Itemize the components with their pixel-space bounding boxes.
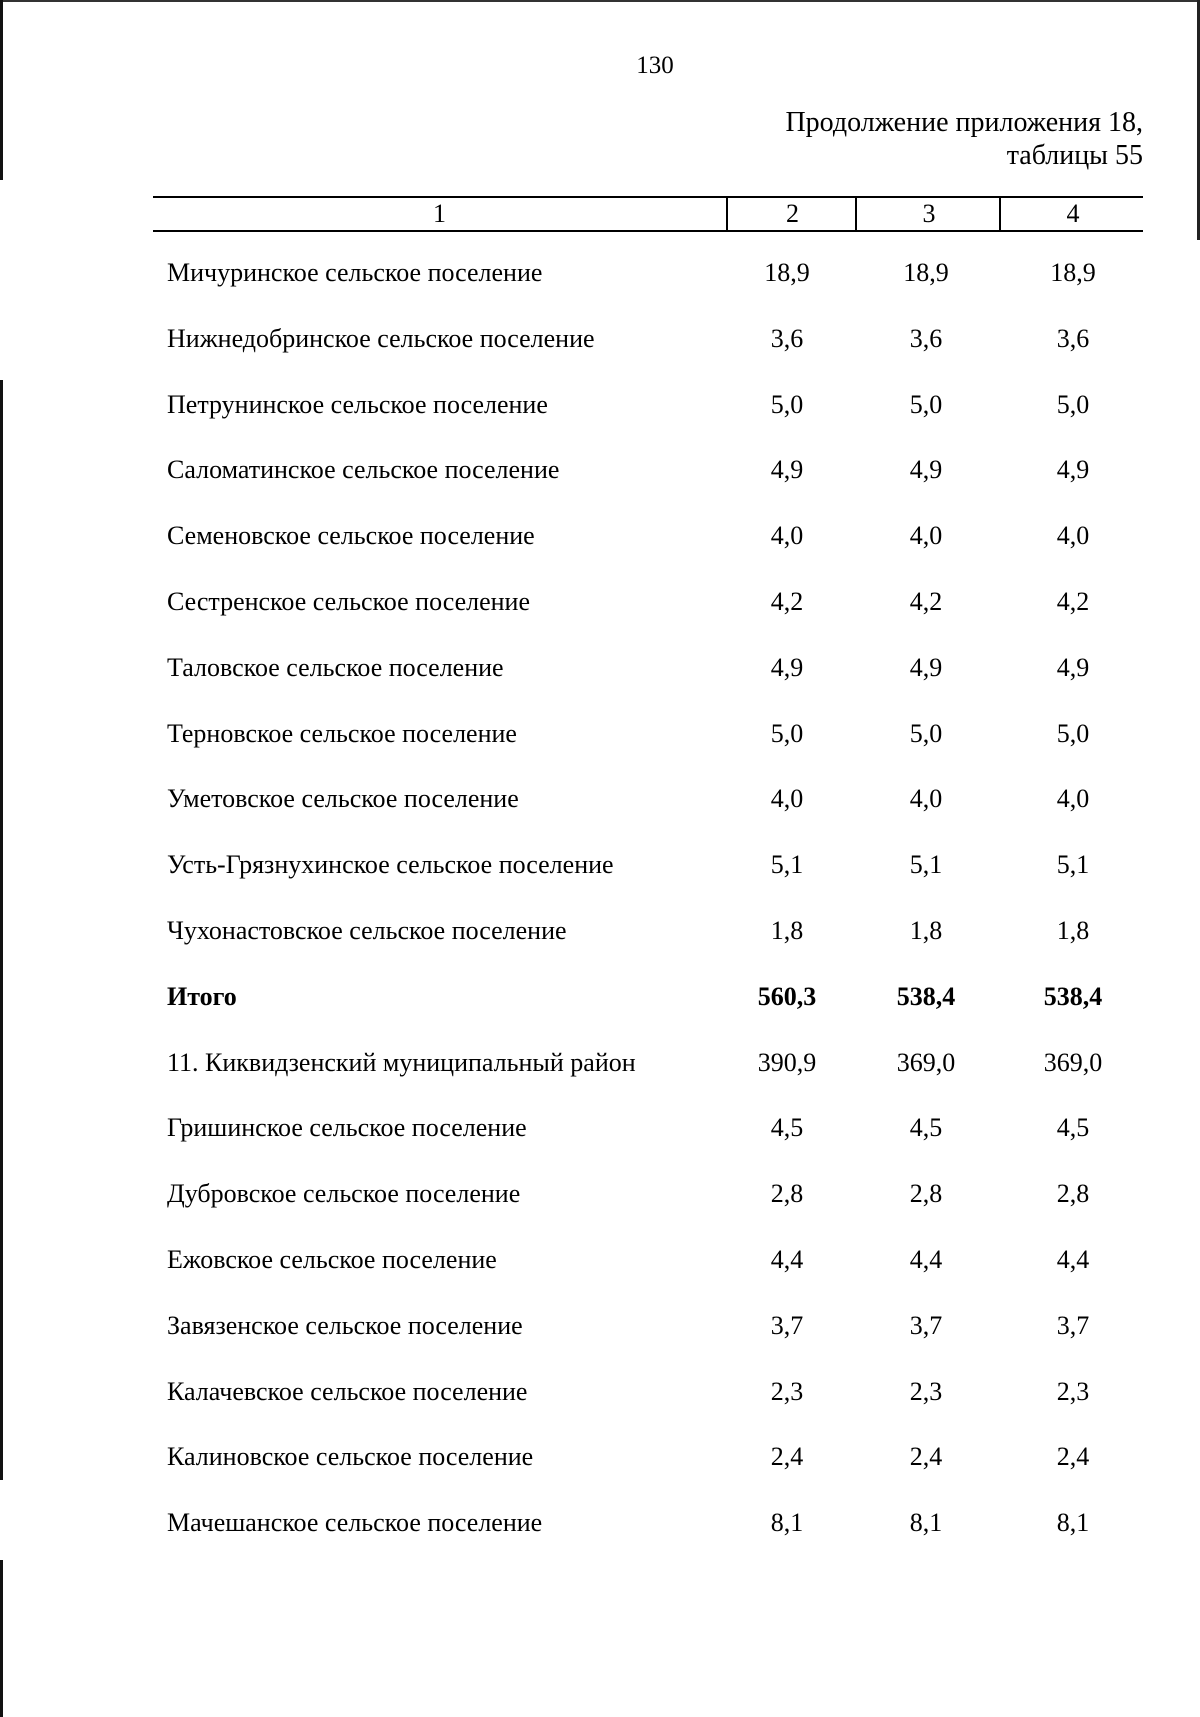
row-name: Калиновское сельское поселение: [167, 1442, 534, 1472]
row-value-col-3: 369,0: [896, 1047, 956, 1077]
row-value-col-4: 18,9: [1050, 258, 1096, 287]
row-name: Завязенское сельское поселение: [167, 1310, 523, 1340]
row-value-col-4: 3,6: [1056, 323, 1090, 353]
row-name: Дубровское сельское поселение: [167, 1179, 521, 1209]
row-value-col-3: 5,0: [909, 718, 943, 748]
table-row: [0, 845, 1200, 911]
table-row: [0, 1043, 1200, 1109]
row-value-col-4: 2,4: [1056, 1442, 1090, 1472]
row-value-col-2: 4,5: [770, 1113, 804, 1143]
row-value-col-2: 4,9: [770, 455, 804, 485]
row-value-col-2: 560,3: [757, 981, 817, 1011]
row-value-col-2: 5,0: [770, 718, 804, 748]
row-value-col-3: 4,0: [909, 784, 943, 814]
row-value-col-4: 8,1: [1056, 1508, 1090, 1538]
row-value-col-2: 1,8: [770, 915, 804, 945]
row-value-col-2: 18,9: [764, 258, 810, 287]
row-value-col-3: 18,9: [903, 258, 949, 287]
row-name: Семеновское сельское поселение: [167, 521, 535, 551]
row-value-col-3: 3,7: [909, 1310, 943, 1340]
row-value-col-4: 4,9: [1056, 652, 1090, 682]
row-value-col-4: 5,1: [1056, 850, 1090, 880]
table-row: [0, 319, 1200, 385]
row-value-col-3: 4,9: [909, 455, 943, 485]
table-body: [0, 253, 1200, 1569]
row-value-col-2: 4,2: [770, 586, 804, 616]
table-row: [0, 779, 1200, 845]
table-row: [0, 582, 1200, 648]
table-row: [0, 385, 1200, 451]
row-name: Уметовское сельское поселение: [167, 784, 519, 814]
row-value-col-4: 4,0: [1056, 784, 1090, 814]
row-name: Гришинское сельское поселение: [167, 1113, 527, 1143]
row-name: Ежовское сельское поселение: [167, 1244, 497, 1274]
table-caption: [785, 106, 1143, 172]
row-name: Таловское сельское поселение: [167, 652, 504, 682]
row-name: Сестренское сельское поселение: [167, 586, 531, 616]
row-value-col-3: 4,5: [909, 1113, 943, 1143]
row-value-col-2: 4,9: [770, 652, 804, 682]
row-value-col-2: 5,1: [770, 850, 804, 880]
row-value-col-3: 2,3: [909, 1376, 943, 1406]
row-value-col-2: 390,9: [757, 1047, 817, 1077]
row-value-col-3: 4,0: [909, 521, 943, 551]
row-name: Итого: [167, 981, 237, 1011]
row-name: Нижнедобринское сельское поселение: [167, 323, 595, 353]
row-value-col-2: 2,4: [770, 1442, 804, 1472]
row-name: Усть-Грязнухинское сельское поселение: [167, 850, 614, 880]
row-value-col-2: 8,1: [770, 1508, 804, 1538]
header-col-1: 1: [433, 199, 446, 228]
table-row: [0, 450, 1200, 516]
scan-edge-left-lower: [0, 1560, 3, 1717]
row-value-col-2: 3,6: [770, 323, 804, 353]
row-value-col-4: 1,8: [1056, 915, 1090, 945]
row-value-col-4: 4,9: [1056, 455, 1090, 485]
row-value-col-4: 5,0: [1056, 718, 1090, 748]
row-value-col-4: 3,7: [1056, 1310, 1090, 1340]
row-value-col-2: 4,4: [770, 1244, 804, 1274]
header-col-4: 4: [999, 198, 1145, 230]
table-row: [0, 1240, 1200, 1306]
row-value-col-2: 3,7: [770, 1310, 804, 1340]
row-value-col-4: 2,3: [1056, 1376, 1090, 1406]
row-name: 11. Киквидзенский муниципальный район: [167, 1047, 636, 1077]
row-value-col-3: 5,0: [909, 389, 943, 419]
row-name: Петрунинское сельское поселение: [167, 389, 548, 419]
row-value-col-3: 5,1: [909, 850, 943, 880]
row-value-col-4: 538,4: [1043, 981, 1103, 1011]
row-value-col-3: 1,8: [909, 915, 943, 945]
row-value-col-4: 2,8: [1056, 1179, 1090, 1209]
table-row: [0, 911, 1200, 977]
row-value-col-4: 369,0: [1043, 1047, 1103, 1077]
caption-line-1: Продолжение приложения 18,: [785, 107, 1143, 138]
row-value-col-4: 4,5: [1056, 1113, 1090, 1143]
table-row: [0, 1306, 1200, 1372]
row-name: Терновское сельское поселение: [167, 718, 517, 748]
caption-line-2: таблицы 55: [1006, 140, 1143, 171]
total-row: [0, 977, 1200, 1043]
row-value-col-2: 2,8: [770, 1179, 804, 1209]
row-name: Мачешанское сельское поселение: [167, 1508, 543, 1538]
scan-edge-top: [0, 0, 1200, 2]
table-row: [0, 1174, 1200, 1240]
table-row: [0, 516, 1200, 582]
table-row: [0, 714, 1200, 780]
row-value-col-3: 538,4: [896, 981, 956, 1011]
row-value-col-3: 4,4: [909, 1244, 943, 1274]
table-row: [0, 648, 1200, 714]
table-row: [0, 1108, 1200, 1174]
row-value-col-2: 4,0: [770, 784, 804, 814]
row-name: Чухонастовское сельское поселение: [167, 915, 567, 945]
row-value-col-3: 3,6: [909, 323, 943, 353]
table-row: [0, 1437, 1200, 1503]
row-value-col-3: 2,4: [909, 1442, 943, 1472]
header-col-2: 2: [726, 198, 857, 230]
table-row: [0, 1372, 1200, 1438]
row-value-col-2: 4,0: [770, 521, 804, 551]
row-value-col-3: 2,8: [909, 1179, 943, 1209]
row-value-col-2: 5,0: [770, 389, 804, 419]
row-value-col-4: 4,4: [1056, 1244, 1090, 1274]
header-col-3: 3: [855, 198, 1001, 230]
scan-edge-left-upper: [0, 0, 3, 180]
table-header: [153, 196, 1143, 232]
row-name: Калачевское сельское поселение: [167, 1376, 528, 1406]
row-value-col-4: 5,0: [1056, 389, 1090, 419]
row-name: Саломатинское сельское поселение: [167, 455, 560, 485]
table-row: [0, 253, 1200, 319]
page-number: 130: [636, 52, 674, 79]
row-value-col-3: 8,1: [909, 1508, 943, 1538]
row-value-col-3: 4,9: [909, 652, 943, 682]
table-row: [0, 1503, 1200, 1569]
row-value-col-2: 2,3: [770, 1376, 804, 1406]
row-name: Мичуринское сельское поселение: [167, 258, 543, 287]
row-value-col-4: 4,2: [1056, 586, 1090, 616]
row-value-col-4: 4,0: [1056, 521, 1090, 551]
row-value-col-3: 4,2: [909, 586, 943, 616]
